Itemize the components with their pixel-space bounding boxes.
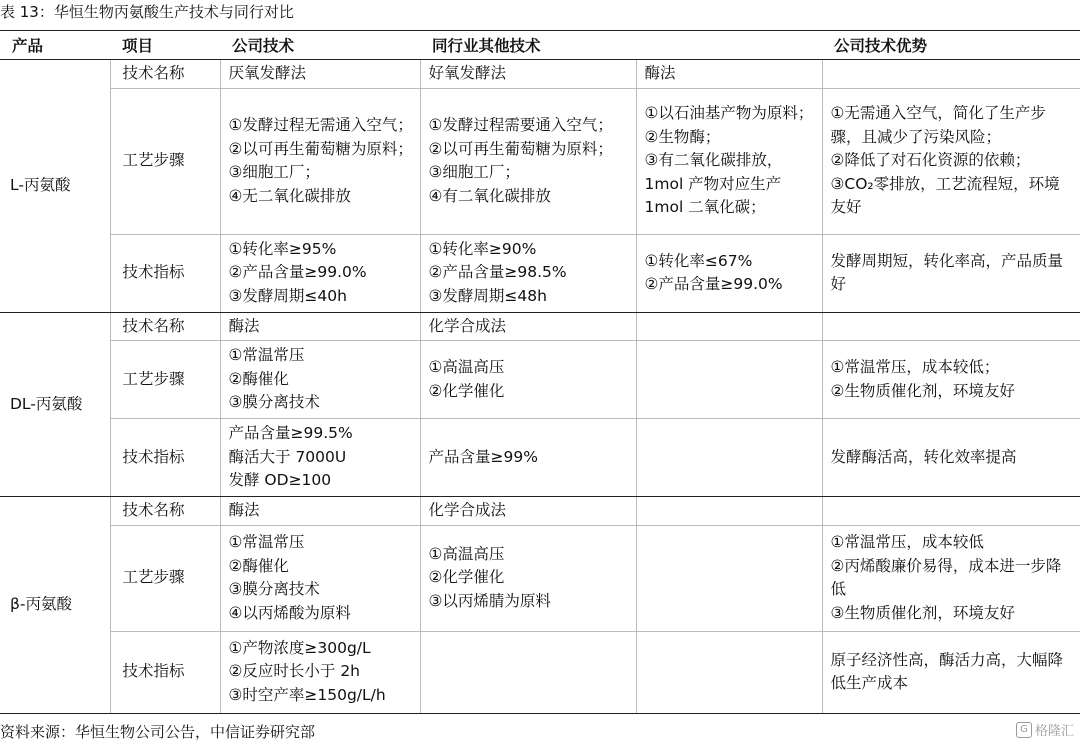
company-line: ③发酵周期≤40h: [228, 286, 347, 305]
advantage-line: ①常温常压，成本较低: [830, 533, 984, 551]
table-row: [0, 88, 1080, 234]
advantage-line: 发酵酶活高，转化效率提高: [830, 447, 1017, 466]
advantage-cell: [822, 60, 1080, 89]
company-cell: [220, 631, 420, 713]
header-advantage: 公司技术优势: [822, 31, 1080, 60]
company-line: 酶法: [228, 316, 260, 335]
table-body: [0, 60, 1080, 714]
table-row: [0, 60, 1080, 89]
peer2-cell: [636, 419, 822, 497]
watermark-icon: G: [1016, 722, 1032, 738]
peer1-line: 产品含量≥99%: [428, 447, 538, 466]
peer1-line: ②产品含量≥98.5%: [428, 263, 567, 282]
product-cell: β-丙氨酸: [0, 497, 110, 714]
company-line: 产品含量≥99.5%: [228, 424, 353, 443]
peer2-line: 酶法: [644, 64, 676, 82]
peer2-cell: [636, 525, 822, 631]
advantage-line: 发酵周期短，转化率高，产品质量好: [830, 251, 1064, 293]
header-item: 项目: [110, 31, 220, 60]
company-line: ③细胞工厂；: [228, 163, 320, 181]
company-line: ②以可再生葡萄糖为原料；: [228, 139, 413, 158]
advantage-cell: [822, 88, 1080, 234]
company-cell: [220, 525, 420, 631]
table-row: [0, 497, 1080, 526]
peer1-line: ③细胞工厂；: [428, 163, 520, 181]
row-label: 技术名称: [110, 497, 220, 526]
peer1-line: 好氧发酵法: [428, 64, 507, 82]
advantage-cell: [822, 234, 1080, 312]
company-line: ②产品含量≥99.0%: [228, 263, 367, 282]
peer2-line: ①以石油基产物为原料；: [644, 104, 814, 123]
company-line: 发酵 OD≥100: [228, 471, 332, 490]
peer1-line: ②化学催化: [428, 381, 505, 400]
peer1-cell: [420, 631, 636, 713]
advantage-cell: [822, 419, 1080, 497]
peer1-line: ②以可再生葡萄糖为原料；: [428, 139, 613, 158]
company-line: ②反应时长小于 2h: [228, 662, 361, 681]
product-cell: L-丙氨酸: [0, 60, 110, 313]
company-cell: [220, 419, 420, 497]
row-label: 工艺步骤: [110, 525, 220, 631]
advantage-line: ②丙烯酸廉价易得，成本进一步降低: [830, 556, 1062, 598]
table-row: [0, 234, 1080, 312]
company-line: ②酶催化: [228, 369, 289, 388]
row-label: 工艺步骤: [110, 88, 220, 234]
peer1-cell: [420, 341, 636, 419]
product-cell: DL-丙氨酸: [0, 312, 110, 497]
company-line: 酶活大于 7000U: [228, 447, 347, 466]
advantage-line: ③生物质催化剂，环境友好: [830, 603, 1015, 622]
advantage-cell: [822, 312, 1080, 341]
peer1-cell: [420, 525, 636, 631]
peer2-cell: [636, 631, 822, 713]
peer2-cell: [636, 497, 822, 526]
comparison-table: [0, 30, 1080, 714]
row-label: 技术名称: [110, 60, 220, 89]
advantage-line: ③CO₂零排放，工艺流程短，环境友好: [830, 174, 1060, 217]
peer1-line: ②化学催化: [428, 568, 505, 587]
header-company-tech: 公司技术: [220, 31, 420, 60]
advantage-line: ②生物质催化剂，环境友好: [830, 381, 1015, 400]
peer1-cell: [420, 60, 636, 89]
peer2-line: ②产品含量≥99.0%: [644, 275, 783, 293]
peer1-line: ①高温高压: [428, 358, 505, 376]
company-cell: [220, 341, 420, 419]
peer2-line: ③有二氧化碳排放，1mol 产物对应生产1mol 二氧化碳；: [644, 151, 783, 217]
peer1-line: ④有二氧化碳排放: [428, 186, 551, 205]
row-label: 技术名称: [110, 312, 220, 341]
peer2-cell: [636, 234, 822, 312]
company-cell: [220, 497, 420, 526]
header-row: [0, 31, 1080, 60]
peer1-line: ③以丙烯腈为原料: [428, 591, 551, 610]
advantage-line: ①无需通入空气，简化了生产步骤，且减少了污染风险；: [830, 104, 1046, 146]
company-line: ③膜分离技术: [228, 393, 320, 412]
table-row: [0, 525, 1080, 631]
row-label: 技术指标: [110, 419, 220, 497]
company-line: 酶法: [228, 501, 260, 519]
peer2-line: ②生物酶；: [644, 127, 721, 146]
advantage-line: ②降低了对石化资源的依赖；: [830, 151, 1031, 170]
company-line: ③膜分离技术: [228, 580, 320, 598]
advantage-line: 原子经济性高，酶活力高，大幅降低生产成本: [830, 650, 1064, 692]
peer2-cell: [636, 312, 822, 341]
header-product: 产品: [0, 31, 110, 60]
row-label: 技术指标: [110, 234, 220, 312]
watermark-text: 格隆汇: [1034, 724, 1074, 739]
company-line: 厌氧发酵法: [228, 64, 307, 82]
peer2-cell: [636, 341, 822, 419]
header-peer-tech: 同行业其他技术: [420, 31, 822, 60]
company-line: ①产物浓度≥300g/L: [228, 638, 371, 657]
table-row: [0, 312, 1080, 341]
company-line: ①发酵过程无需通入空气；: [228, 116, 413, 134]
company-line: ①转化率≥95%: [228, 239, 337, 258]
company-cell: [220, 60, 420, 89]
advantage-cell: [822, 497, 1080, 526]
row-label: 工艺步骤: [110, 341, 220, 419]
row-label: 技术指标: [110, 631, 220, 713]
company-line: ①常温常压: [228, 346, 305, 365]
advantage-line: ①常温常压，成本较低；: [830, 358, 1000, 376]
company-line: ④无二氧化碳排放: [228, 186, 351, 205]
peer1-line: ③发酵周期≤48h: [428, 286, 547, 305]
table-row: [0, 341, 1080, 419]
peer1-line: ①高温高压: [428, 544, 505, 563]
peer1-line: ①转化率≥90%: [428, 239, 537, 258]
table-row: [0, 419, 1080, 497]
table-title: 表 13：华恒生物丙氨酸生产技术与同行对比: [0, 3, 294, 21]
company-cell: [220, 234, 420, 312]
peer1-cell: [420, 419, 636, 497]
company-line: ③时空产率≥150g/L/h: [228, 685, 386, 704]
table-row: [0, 631, 1080, 713]
advantage-cell: [822, 631, 1080, 713]
peer1-cell: [420, 234, 636, 312]
company-line: ①常温常压: [228, 533, 305, 551]
peer1-line: ①发酵过程需要通入空气；: [428, 116, 613, 134]
peer2-line: ①转化率≤67%: [644, 251, 753, 270]
peer2-cell: [636, 60, 822, 89]
company-cell: [220, 312, 420, 341]
peer2-cell: [636, 88, 822, 234]
peer1-line: 化学合成法: [428, 501, 507, 519]
source-note: 资料来源：华恒生物公司公告，中信证券研究部: [0, 723, 316, 741]
peer1-cell: [420, 88, 636, 234]
company-line: ④以丙烯酸为原料: [228, 603, 351, 622]
advantage-cell: [822, 341, 1080, 419]
watermark-logo: [1016, 720, 1074, 739]
advantage-cell: [822, 525, 1080, 631]
company-line: ②酶催化: [228, 556, 289, 575]
peer1-cell: [420, 312, 636, 341]
peer1-cell: [420, 497, 636, 526]
peer1-line: 化学合成法: [428, 316, 507, 335]
company-cell: [220, 88, 420, 234]
